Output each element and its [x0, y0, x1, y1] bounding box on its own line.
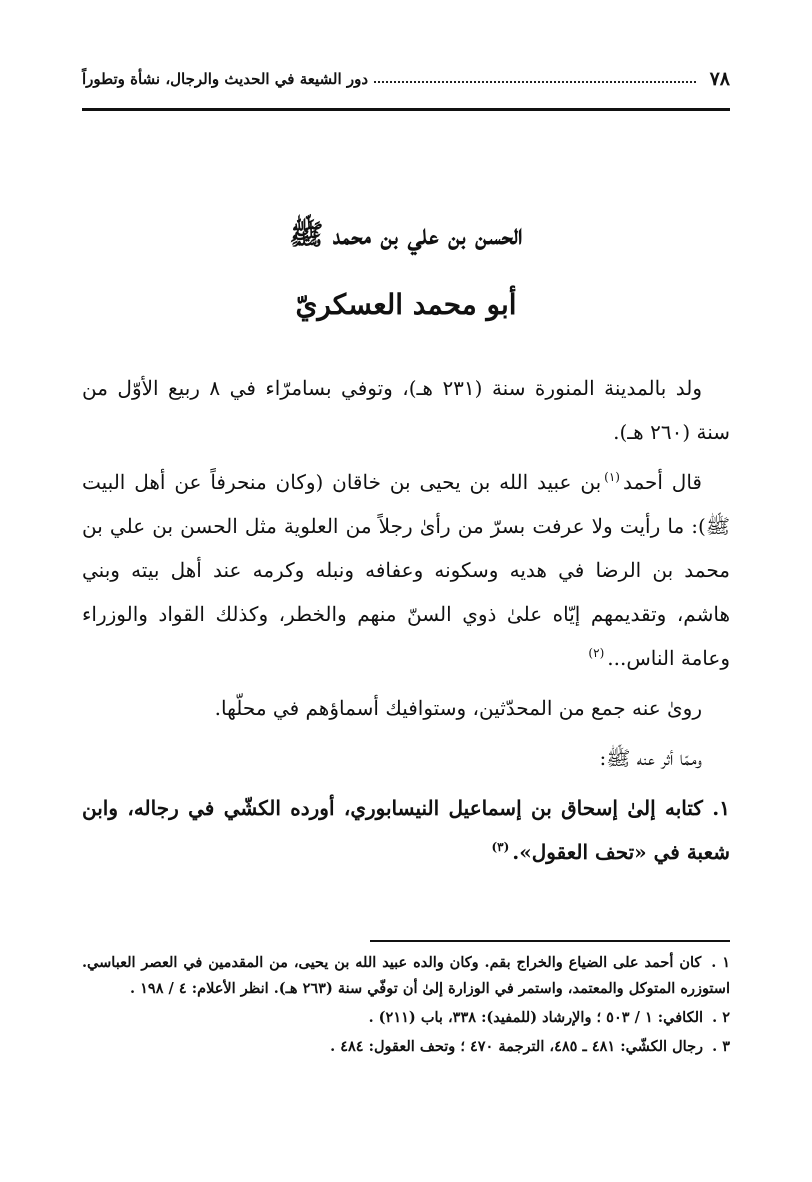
footnote-number: ٢ .: [712, 1009, 730, 1026]
running-title: دور الشيعة في الحديث والرجال، نشأة وتطوراً: [82, 70, 369, 88]
footnote-ref-3[interactable]: (٣): [491, 840, 510, 855]
paragraph-works-intro: وممّا أثر عنه ﷺ:: [599, 746, 702, 770]
footnote-rule: [370, 940, 730, 942]
chapter-subtitle: أبو محمد العسكريّ: [295, 288, 517, 321]
footnote-2: [82, 1005, 730, 1031]
quote-intro: قال أحمد: [622, 470, 702, 494]
footnote-text: كان أحمد على الضياع والخراج بقم. وكان والده عبيد الله بن يحيى، من المقدمين في العصر العباسي. استوزره المتوكل والمعتمد، واستمر في الوزارة إلىٰ أن توفّي سنة (٢٦٣ هـ). انظر الأعلام: ٤ / ١٩٨ .: [82, 954, 730, 997]
footnote-ref-2[interactable]: (٢): [588, 646, 605, 661]
footnotes: [82, 950, 730, 1063]
footnote-3: [82, 1034, 730, 1060]
page-number: ٧٨: [709, 68, 730, 90]
chapter-title: الحسن بن علي بن محمد ﷺ: [289, 218, 523, 251]
footnote-text: الكافي: ١ / ٥٠٣ ؛ والإرشاد (للمفيد): ٣٣٨، باب (٢١١) .: [368, 1009, 704, 1026]
footnote-1: [82, 950, 730, 1002]
paragraph-birth-death: ولد بالمدينة المنورة سنة (٢٣١ هـ)، وتوفي بسامرّاء في ٨ ربيع الأوّل من سنة (٢٦٠ هـ).: [82, 376, 730, 444]
footnote-number: ٣ .: [712, 1038, 730, 1055]
work-item-1: [82, 786, 730, 874]
running-header: [82, 64, 730, 94]
paragraph-quote: [82, 460, 730, 680]
body-text: [82, 366, 730, 880]
work-item-1-text: ١. كتابه إلىٰ إسحاق بن إسماعيل النيسابوري، أورده الكشّي في رجاله، وابن شعبة في «تحف العقول».: [82, 796, 730, 864]
footnote-ref-1[interactable]: (١): [604, 470, 620, 485]
header-dot-leader: [374, 81, 696, 83]
paragraph-narrators: رویٰ عنه جمع من المحدّثين، وستوافيك أسماؤهم في محلّها.: [214, 696, 702, 720]
footnote-number: ١ .: [711, 954, 730, 971]
quote-text: بن عبيد الله بن يحيى بن خاقان (وكان منحرفاً عن أهل البيت ﷺ): ما رأيت ولا عرفت بسرّ من رأىٰ رجلاً من العلوية مثل الحسن بن علي بن محمد بن الرضا في هديه وسكونه وعفافه ونبله وكرمه عند أهل بيته وبني هاشم، وتقديمهم إيّاه علىٰ ذوي السنّ منهم والخطر، وكذلك القواد والوزراء وعامة الناس...: [82, 470, 730, 670]
header-rule: [82, 108, 730, 111]
footnote-text: رجال الكشّي: ٤٨١ ـ ٤٨٥، الترجمة ٤٧٠ ؛ وتحف العقول: ٤٨٤ .: [330, 1038, 704, 1055]
